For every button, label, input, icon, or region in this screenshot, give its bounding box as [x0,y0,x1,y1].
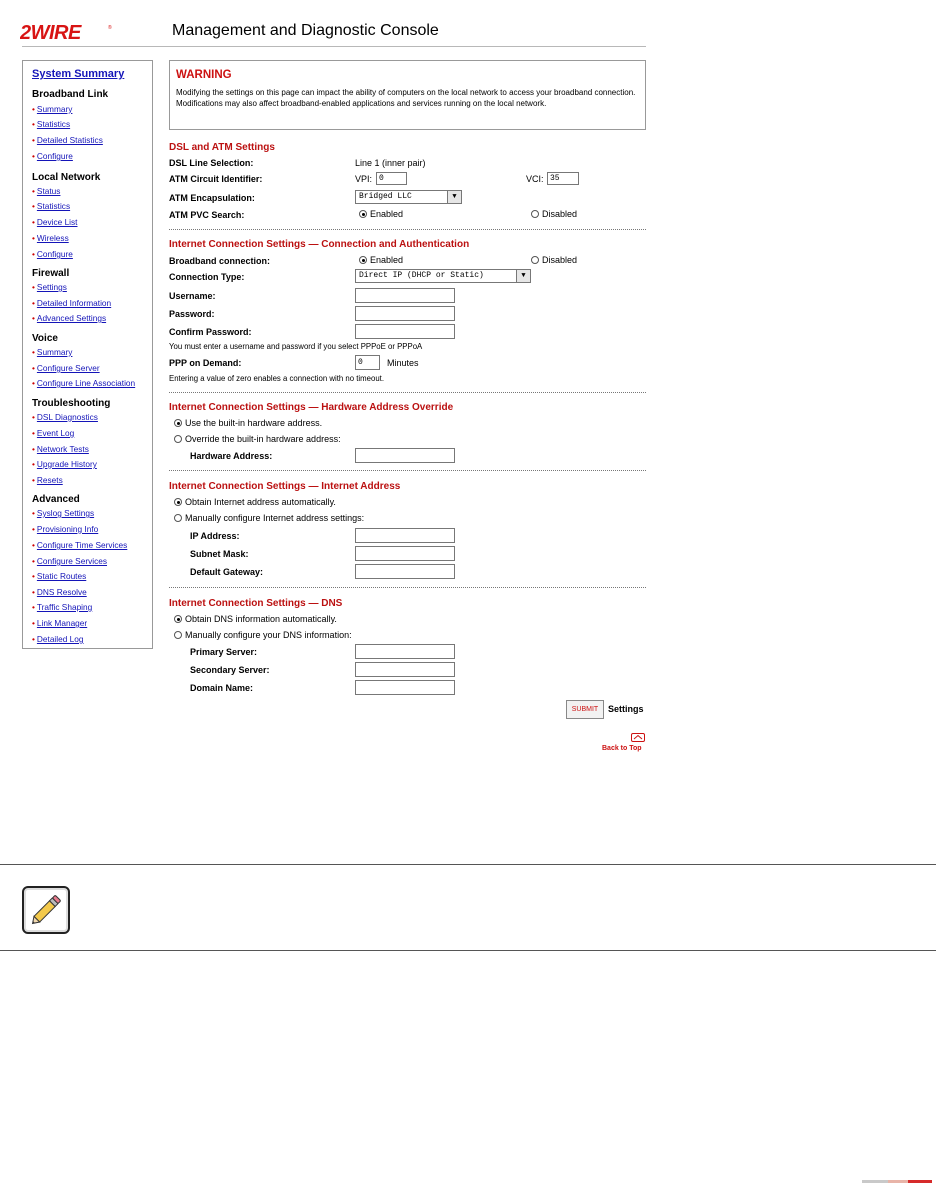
use-builtin-hw-address-radio[interactable]: Use the built-in hardware address. [174,418,322,428]
override-hw-address-radio[interactable]: Override the built-in hardware address: [174,434,341,444]
sidebar-item-device-list[interactable]: • Device List [32,217,78,227]
radio-unselected-icon[interactable] [531,256,539,264]
radio-selected-icon[interactable] [174,419,182,427]
confirm-password-input[interactable] [355,324,455,339]
sidebar-item-broadband-statistics[interactable]: • Statistics [32,119,71,129]
section-dns-heading: Internet Connection Settings — DNS [169,598,343,609]
chevron-down-icon[interactable]: ▼ [516,270,530,282]
svg-text:®: ® [108,25,112,31]
domain-name-input[interactable] [355,680,455,695]
pencil-icon [24,888,68,932]
sidebar-item-firewall-advanced-settings[interactable]: • Advanced Settings [32,313,107,323]
section-divider [169,470,646,471]
sidebar-item-lan-status[interactable]: • Status [32,186,61,196]
password-input[interactable] [355,306,455,321]
page-title: Management and Diagnostic Console [172,22,439,39]
sidebar-item-event-log[interactable]: • Event Log [32,428,75,438]
confirm-password-label: Confirm Password: [169,327,252,337]
radio-unselected-icon[interactable] [174,514,182,522]
section-internet-address-heading: Internet Connection Settings — Internet Address [169,481,401,492]
pvc-search-enabled-radio[interactable]: Enabled [359,209,403,219]
subnet-mask-input[interactable] [355,546,455,561]
sidebar-heading-local-network: Local Network [32,172,101,183]
sidebar-heading-advanced: Advanced [32,494,80,505]
footer-bar-red [908,1180,932,1183]
primary-server-label: Primary Server: [190,647,258,657]
warning-text: Modifying the settings on this page can impact the ability of computers on the local network to access your broadband connection. Modifications may also affect broadband-enabled applications and services running on the local network. [176,88,636,108]
radio-unselected-icon[interactable] [174,435,182,443]
sidebar-item-dsl-diagnostics[interactable]: • DSL Diagnostics [32,412,98,422]
connection-type-value: Direct IP (DHCP or Static) [359,271,484,280]
sidebar-item-broadband-configure[interactable]: • Configure [32,151,73,161]
section-dsl-atm-heading: DSL and ATM Settings [169,142,275,153]
sidebar-item-provisioning-info[interactable]: • Provisioning Info [32,524,99,534]
subnet-mask-label: Subnet Mask: [190,549,249,559]
sidebar-heading-voice: Voice [32,333,58,344]
note-pencil-icon [22,886,70,934]
section-divider [169,587,646,588]
sidebar-item-configure-time-services[interactable]: • Configure Time Services [32,540,128,550]
radio-unselected-icon[interactable] [174,631,182,639]
radio-selected-icon[interactable] [174,615,182,623]
sidebar-item-voice-summary[interactable]: • Summary [32,347,73,357]
connection-type-select[interactable] [355,269,531,283]
dsl-line-selection-label: DSL Line Selection: [169,158,254,168]
warning-box [169,60,646,130]
password-label: Password: [169,309,215,319]
secondary-server-input[interactable] [355,662,455,677]
chevron-down-icon[interactable]: ▼ [447,191,461,203]
sidebar-heading-broadband-link: Broadband Link [32,89,109,100]
hardware-address-label: Hardware Address: [190,451,273,461]
sidebar-item-traffic-shaping[interactable]: • Traffic Shaping [32,602,93,612]
sidebar-system-summary-link[interactable]: System Summary [32,68,125,80]
sidebar-item-resets[interactable]: • Resets [32,475,63,485]
sidebar-item-static-routes[interactable]: • Static Routes [32,571,87,581]
vpi-label: VPI: [355,174,373,184]
manual-ip-radio[interactable]: Manually configure Internet address settings: [174,513,364,523]
footer-bar-pink [888,1180,908,1183]
ip-address-label: IP Address: [190,531,240,541]
default-gateway-label: Default Gateway: [190,567,264,577]
secondary-server-label: Secondary Server: [190,665,270,675]
back-to-top-icon[interactable] [631,733,645,742]
username-input[interactable] [355,288,455,303]
sidebar-item-link-manager[interactable]: • Link Manager [32,618,88,628]
obtain-dns-auto-radio[interactable]: Obtain DNS information automatically. [174,614,337,624]
submit-settings-label: Settings [608,704,644,714]
pvc-search-disabled-radio[interactable]: Disabled [531,209,577,219]
radio-selected-icon[interactable] [174,498,182,506]
sidebar-item-configure-services[interactable]: • Configure Services [32,556,108,566]
sidebar-item-firewall-detailed-information[interactable]: • Detailed Information [32,298,112,308]
connection-type-label: Connection Type: [169,272,245,282]
sidebar-item-syslog-settings[interactable]: • Syslog Settings [32,508,95,518]
radio-selected-icon[interactable] [359,210,367,218]
primary-server-input[interactable] [355,644,455,659]
atm-pvc-search-label: ATM PVC Search: [169,210,245,220]
sidebar-item-network-tests[interactable]: • Network Tests [32,444,89,454]
atm-circuit-label: ATM Circuit Identifier: [169,174,263,184]
broadband-enabled-radio[interactable]: Enabled [359,255,403,265]
note-top-rule [0,864,936,865]
sidebar-item-broadband-summary[interactable]: • Summary [32,104,73,114]
vpi-input[interactable]: 0 [376,172,407,185]
svg-text:2WIRE: 2WIRE [20,22,81,42]
section-connection-auth-heading: Internet Connection Settings — Connection and Authentication [169,239,470,250]
ppp-timeout-note: Entering a value of zero enables a connection with no timeout. [169,374,384,383]
sidebar-item-wireless[interactable]: • Wireless [32,233,69,243]
vci-label: VCI: [526,174,544,184]
dsl-line-selection-value: Line 1 (inner pair) [355,158,426,168]
atm-encapsulation-label: ATM Encapsulation: [169,193,255,203]
sidebar-item-broadband-detailed-statistics[interactable]: • Detailed Statistics [32,135,103,145]
note-bottom-rule [0,950,936,951]
broadband-connection-label: Broadband connection: [169,256,270,266]
ppp-on-demand-unit: Minutes [387,358,419,368]
section-hardware-override-heading: Internet Connection Settings — Hardware Address Override [169,402,454,413]
manual-dns-radio[interactable]: Manually configure your DNS information: [174,630,352,640]
sidebar-item-configure-line-association[interactable]: • Configure Line Association [32,378,136,388]
username-label: Username: [169,291,216,301]
sidebar-item-configure-server[interactable]: • Configure Server [32,363,100,373]
2wire-logo [20,22,115,42]
hardware-address-input[interactable] [355,448,455,463]
ppp-on-demand-label: PPP on Demand: [169,358,242,368]
sidebar-item-detailed-log[interactable]: • Detailed Log [32,634,84,644]
sidebar-item-firewall-settings[interactable]: • Settings [32,282,67,292]
radio-selected-icon[interactable] [359,256,367,264]
section-divider [169,229,646,230]
footer-bar-gray [862,1180,888,1183]
ip-address-input[interactable] [355,528,455,543]
sidebar-item-dns-resolve[interactable]: • DNS Resolve [32,587,87,597]
radio-unselected-icon[interactable] [531,210,539,218]
submit-button[interactable]: SUBMIT [566,700,604,719]
atm-encapsulation-value: Bridged LLC [359,192,412,201]
ppp-on-demand-input[interactable]: 0 [355,355,380,370]
sidebar [22,60,153,649]
vci-input[interactable]: 35 [547,172,579,185]
sidebar-item-lan-statistics[interactable]: • Statistics [32,201,71,211]
obtain-ip-auto-radio[interactable]: Obtain Internet address automatically. [174,497,336,507]
back-to-top-link[interactable]: Back to Top [602,745,642,752]
header-divider [22,46,646,47]
atm-encapsulation-select[interactable] [355,190,462,204]
section-divider [169,392,646,393]
broadband-disabled-radio[interactable]: Disabled [531,255,577,265]
sidebar-item-lan-configure[interactable]: • Configure [32,249,73,259]
sidebar-heading-firewall: Firewall [32,268,70,279]
domain-name-label: Domain Name: [190,683,254,693]
sidebar-heading-troubleshooting: Troubleshooting [32,398,111,409]
sidebar-item-upgrade-history[interactable]: • Upgrade History [32,459,97,469]
warning-title: WARNING [176,69,232,81]
default-gateway-input[interactable] [355,564,455,579]
credentials-note: You must enter a username and password if you select PPPoE or PPPoA [169,342,423,351]
